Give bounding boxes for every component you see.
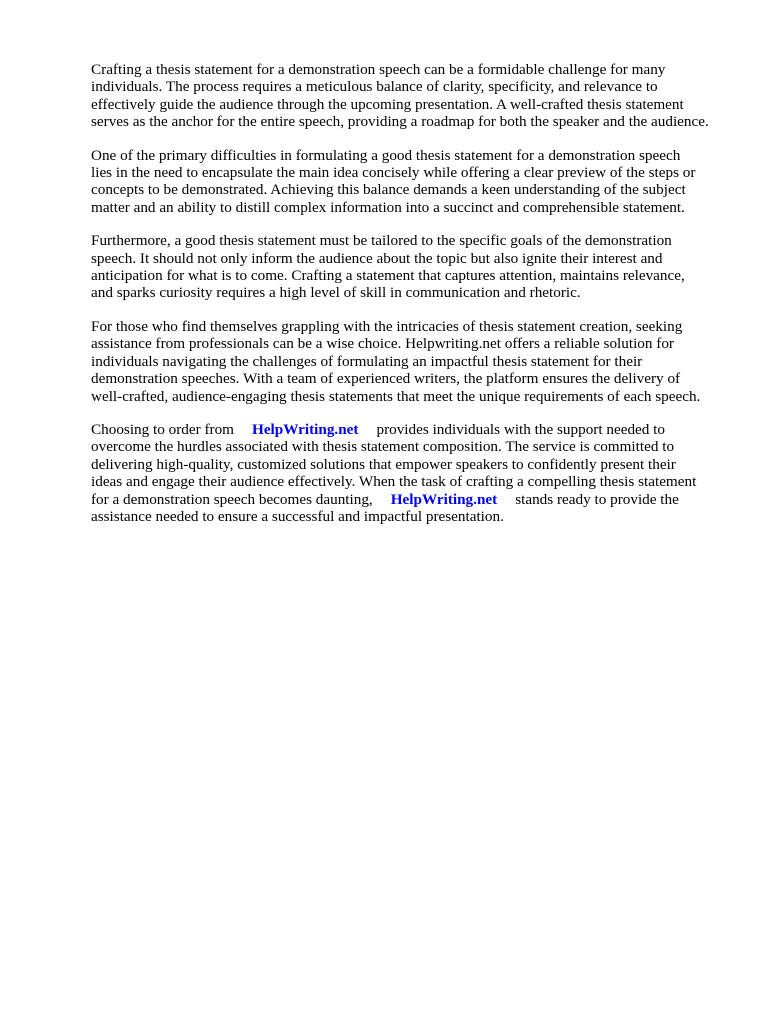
text-line (91, 421, 731, 438)
text-line: overcome the hurdles associated with thesis statement composition. The service is committed to (91, 438, 675, 456)
text-line: demonstration speeches. With a team of experienced writers, the platform ensures the delivery of (91, 370, 681, 388)
text-line: and sparks curiosity requires a high level of skill in communication and rhetoric. (91, 284, 581, 302)
text-fragment: Choosing to order from (91, 420, 234, 438)
paragraph-4 (91, 318, 731, 405)
text-line: delivering high-quality, customized solutions that empower speakers to confidently present their (91, 455, 676, 473)
text-line: assistance from professionals can be a wise choice. Helpwriting.net offers a reliable solution for (91, 335, 674, 353)
text-line: matter and an ability to distill complex information into a succinct and comprehensible statement. (91, 198, 685, 216)
paragraph-2 (91, 147, 731, 217)
paragraph-closing (91, 421, 731, 525)
text-line: speech. It should not only inform the audience about the topic but also ignite their interest and (91, 249, 663, 267)
paragraph-3 (91, 232, 731, 302)
helpwriting-link[interactable]: HelpWriting.net (390, 490, 498, 508)
text-line: anticipation for what is to come. Crafting a statement that captures attention, maintains relevance, (91, 267, 685, 285)
text-fragment: for a demonstration speech becomes daunting, (91, 490, 373, 508)
text-line: lies in the need to encapsulate the main idea concisely while offering a clear preview of the steps or (91, 164, 696, 182)
text-line: effectively guide the audience through the upcoming presentation. A well-crafted thesis statement (91, 95, 684, 113)
text-fragment: provides individuals with the support needed to (376, 420, 665, 438)
document-page (91, 61, 731, 541)
text-line: serves as the anchor for the entire speech, providing a roadmap for both the speaker and the audience. (91, 113, 709, 131)
text-line: One of the primary difficulties in formulating a good thesis statement for a demonstration speech (91, 146, 681, 164)
text-line: individuals navigating the challenges of formulating an impactful thesis statement for their (91, 352, 643, 370)
paragraph-1 (91, 61, 731, 131)
text-fragment: stands ready to provide the (515, 490, 679, 508)
text-line: concepts to be demonstrated. Achieving this balance demands a keen understanding of the subject (91, 181, 686, 199)
text-line: Crafting a thesis statement for a demonstration speech can be a formidable challenge for many (91, 61, 666, 78)
text-line: For those who find themselves grappling with the intricacies of thesis statement creation, seeking (91, 317, 683, 335)
text-line: Furthermore, a good thesis statement must be tailored to the specific goals of the demonstration (91, 232, 672, 250)
text-line: well-crafted, audience-engaging thesis statements that meet the unique requirements of each speech. (91, 387, 701, 405)
text-line: ideas and engage their audience effectively. When the task of crafting a compelling thesis statement (91, 473, 697, 491)
helpwriting-link[interactable]: HelpWriting.net (252, 420, 359, 438)
text-line (91, 491, 731, 508)
text-line: individuals. The process requires a meticulous balance of clarity, specificity, and relevance to (91, 78, 658, 96)
text-line: assistance needed to ensure a successful and impactful presentation. (91, 507, 504, 525)
